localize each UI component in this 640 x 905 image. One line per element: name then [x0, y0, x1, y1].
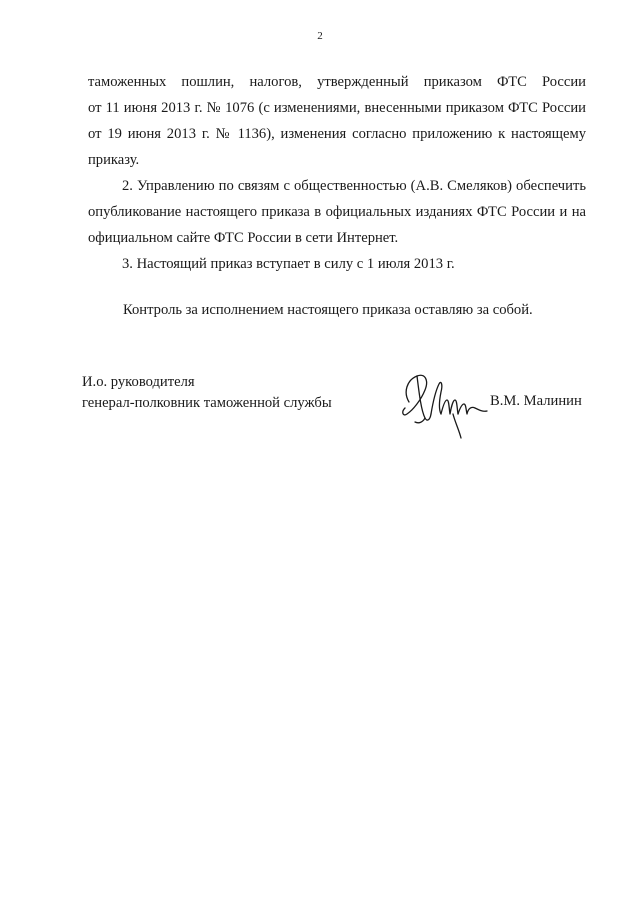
- signer-name: В.М. Малинин: [490, 393, 582, 409]
- paragraph-1-line-4: приказу.: [88, 152, 140, 168]
- signer-title-block: [82, 372, 332, 414]
- paragraph-1-line-3: от 19 июня 2013 г. № 1136), изменения согласно приложению к настоящему: [88, 126, 586, 142]
- paragraph-2-line-2: опубликование настоящего приказа в официальных изданиях ФТС России и на: [88, 204, 586, 220]
- paragraph-1-line-2: от 11 июня 2013 г. № 1076 (с изменениями, внесенными приказом ФТС России: [88, 100, 586, 116]
- signer-title-line-1: И.о. руководителя: [82, 374, 195, 390]
- paragraph-1-line-1: таможенных пошлин, налогов, утвержденный приказом ФТС России: [88, 74, 586, 90]
- paragraph-3: [88, 251, 586, 277]
- paragraph-2-line-1: 2. Управлению по связям с общественностью (А.В. Смеляков) обеспечить: [122, 178, 586, 194]
- paragraph-2-line-3: официальном сайте ФТС России в сети Интернет.: [88, 230, 399, 246]
- signature-image: [395, 362, 490, 444]
- paragraph-2: [88, 173, 586, 251]
- paragraph-1: [88, 69, 586, 173]
- signer-title-line-2: генерал-полковник таможенной службы: [82, 395, 332, 411]
- control-statement: Контроль за исполнением настоящего приказа оставляю за собой.: [123, 302, 533, 318]
- paragraph-3-line-1: 3. Настоящий приказ вступает в силу с 1 июля 2013 г.: [122, 256, 455, 272]
- page-number: 2: [317, 30, 323, 42]
